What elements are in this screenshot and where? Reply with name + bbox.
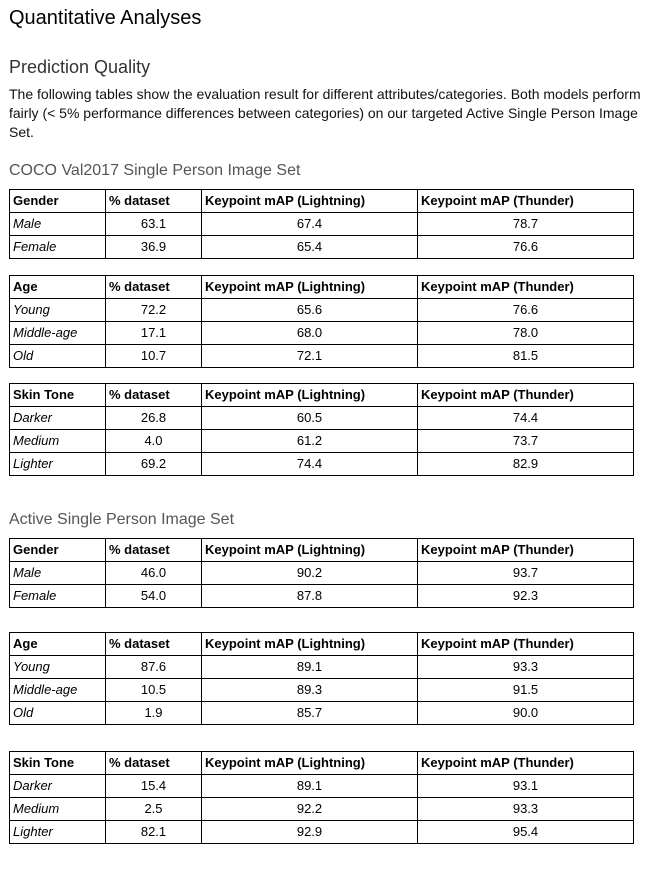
dataset-pct-cell: 17.1 [106, 322, 202, 345]
attribute-column-header: Gender [10, 539, 106, 562]
thunder-map-cell: 78.0 [418, 322, 634, 345]
category-label: Male [10, 213, 106, 236]
category-label: Old [10, 345, 106, 368]
table-row [10, 213, 634, 236]
lightning-map-cell: 72.1 [202, 345, 418, 368]
lightning-map-column-header: Keypoint mAP (Lightning) [202, 384, 418, 407]
category-label: Lighter [10, 821, 106, 844]
table-row [10, 656, 634, 679]
thunder-map-cell: 93.7 [418, 562, 634, 585]
table-row [10, 453, 634, 476]
dataset-pct-cell: 26.8 [106, 407, 202, 430]
lightning-map-cell: 92.9 [202, 821, 418, 844]
thunder-map-cell: 91.5 [418, 679, 634, 702]
attribute-column-header: Skin Tone [10, 752, 106, 775]
category-label: Medium [10, 430, 106, 453]
table-header-row [10, 276, 634, 299]
category-label: Old [10, 702, 106, 725]
active-skin-tone-table [9, 751, 634, 844]
dataset-pct-column-header: % dataset [106, 384, 202, 407]
category-label: Female [10, 236, 106, 259]
intro-paragraph: The following tables show the evaluation result for different attributes/categories. Both models perform fairly (< 5% performance differences between categories) on our targeted Active Single Person Image Set. [9, 86, 641, 140]
thunder-map-cell: 92.3 [418, 585, 634, 608]
table-row [10, 345, 634, 368]
thunder-map-column-header: Keypoint mAP (Thunder) [418, 190, 634, 213]
lightning-map-column-header: Keypoint mAP (Lightning) [202, 276, 418, 299]
lightning-map-cell: 65.4 [202, 236, 418, 259]
coco-skin-tone-table [9, 383, 634, 476]
lightning-map-cell: 89.1 [202, 656, 418, 679]
lightning-map-cell: 89.1 [202, 775, 418, 798]
dataset-pct-cell: 15.4 [106, 775, 202, 798]
dataset-pct-cell: 69.2 [106, 453, 202, 476]
lightning-map-cell: 68.0 [202, 322, 418, 345]
table-row [10, 322, 634, 345]
attribute-column-header: Age [10, 633, 106, 656]
lightning-map-column-header: Keypoint mAP (Lightning) [202, 633, 418, 656]
thunder-map-cell: 93.3 [418, 656, 634, 679]
dataset-pct-cell: 36.9 [106, 236, 202, 259]
thunder-map-cell: 76.6 [418, 299, 634, 322]
lightning-map-cell: 85.7 [202, 702, 418, 725]
active-set-title: Active Single Person Image Set [9, 511, 235, 528]
table-row [10, 407, 634, 430]
dataset-pct-cell: 2.5 [106, 798, 202, 821]
category-label: Middle-age [10, 679, 106, 702]
table-row [10, 702, 634, 725]
dataset-pct-cell: 72.2 [106, 299, 202, 322]
coco-gender-table [9, 189, 634, 259]
lightning-map-cell: 87.8 [202, 585, 418, 608]
table-row [10, 562, 634, 585]
table-row [10, 775, 634, 798]
table-header-row [10, 384, 634, 407]
lightning-map-cell: 67.4 [202, 213, 418, 236]
lightning-map-cell: 92.2 [202, 798, 418, 821]
dataset-pct-column-header: % dataset [106, 633, 202, 656]
attribute-column-header: Age [10, 276, 106, 299]
dataset-pct-cell: 54.0 [106, 585, 202, 608]
table-header-row [10, 539, 634, 562]
dataset-pct-cell: 4.0 [106, 430, 202, 453]
thunder-map-cell: 74.4 [418, 407, 634, 430]
coco-set-title: COCO Val2017 Single Person Image Set [9, 162, 301, 179]
category-label: Young [10, 656, 106, 679]
category-label: Male [10, 562, 106, 585]
table-header-row [10, 633, 634, 656]
dataset-pct-cell: 10.5 [106, 679, 202, 702]
dataset-pct-cell: 1.9 [106, 702, 202, 725]
table-row [10, 798, 634, 821]
table-row [10, 585, 634, 608]
section-title: Prediction Quality [9, 57, 151, 77]
table-row [10, 679, 634, 702]
thunder-map-cell: 95.4 [418, 821, 634, 844]
dataset-pct-cell: 10.7 [106, 345, 202, 368]
lightning-map-cell: 65.6 [202, 299, 418, 322]
attribute-column-header: Gender [10, 190, 106, 213]
lightning-map-cell: 60.5 [202, 407, 418, 430]
table-row [10, 299, 634, 322]
lightning-map-column-header: Keypoint mAP (Lightning) [202, 539, 418, 562]
lightning-map-cell: 61.2 [202, 430, 418, 453]
category-label: Young [10, 299, 106, 322]
thunder-map-column-header: Keypoint mAP (Thunder) [418, 752, 634, 775]
dataset-pct-column-header: % dataset [106, 276, 202, 299]
dataset-pct-cell: 82.1 [106, 821, 202, 844]
lightning-map-cell: 90.2 [202, 562, 418, 585]
thunder-map-column-header: Keypoint mAP (Thunder) [418, 539, 634, 562]
dataset-pct-cell: 63.1 [106, 213, 202, 236]
thunder-map-column-header: Keypoint mAP (Thunder) [418, 384, 634, 407]
thunder-map-column-header: Keypoint mAP (Thunder) [418, 633, 634, 656]
table-row [10, 821, 634, 844]
dataset-pct-column-header: % dataset [106, 752, 202, 775]
thunder-map-cell: 90.0 [418, 702, 634, 725]
table-header-row [10, 752, 634, 775]
thunder-map-cell: 81.5 [418, 345, 634, 368]
active-age-table [9, 632, 634, 725]
dataset-pct-cell: 46.0 [106, 562, 202, 585]
category-label: Lighter [10, 453, 106, 476]
coco-age-table [9, 275, 634, 368]
dataset-pct-column-header: % dataset [106, 190, 202, 213]
thunder-map-cell: 78.7 [418, 213, 634, 236]
category-label: Middle-age [10, 322, 106, 345]
dataset-pct-column-header: % dataset [106, 539, 202, 562]
category-label: Female [10, 585, 106, 608]
active-gender-table [9, 538, 634, 608]
thunder-map-cell: 82.9 [418, 453, 634, 476]
thunder-map-cell: 76.6 [418, 236, 634, 259]
category-label: Darker [10, 775, 106, 798]
thunder-map-cell: 73.7 [418, 430, 634, 453]
dataset-pct-cell: 87.6 [106, 656, 202, 679]
page-title: Quantitative Analyses [9, 7, 202, 29]
thunder-map-column-header: Keypoint mAP (Thunder) [418, 276, 634, 299]
category-label: Darker [10, 407, 106, 430]
lightning-map-column-header: Keypoint mAP (Lightning) [202, 752, 418, 775]
lightning-map-column-header: Keypoint mAP (Lightning) [202, 190, 418, 213]
lightning-map-cell: 89.3 [202, 679, 418, 702]
thunder-map-cell: 93.1 [418, 775, 634, 798]
attribute-column-header: Skin Tone [10, 384, 106, 407]
thunder-map-cell: 93.3 [418, 798, 634, 821]
table-row [10, 236, 634, 259]
table-row [10, 430, 634, 453]
table-header-row [10, 190, 634, 213]
category-label: Medium [10, 798, 106, 821]
lightning-map-cell: 74.4 [202, 453, 418, 476]
